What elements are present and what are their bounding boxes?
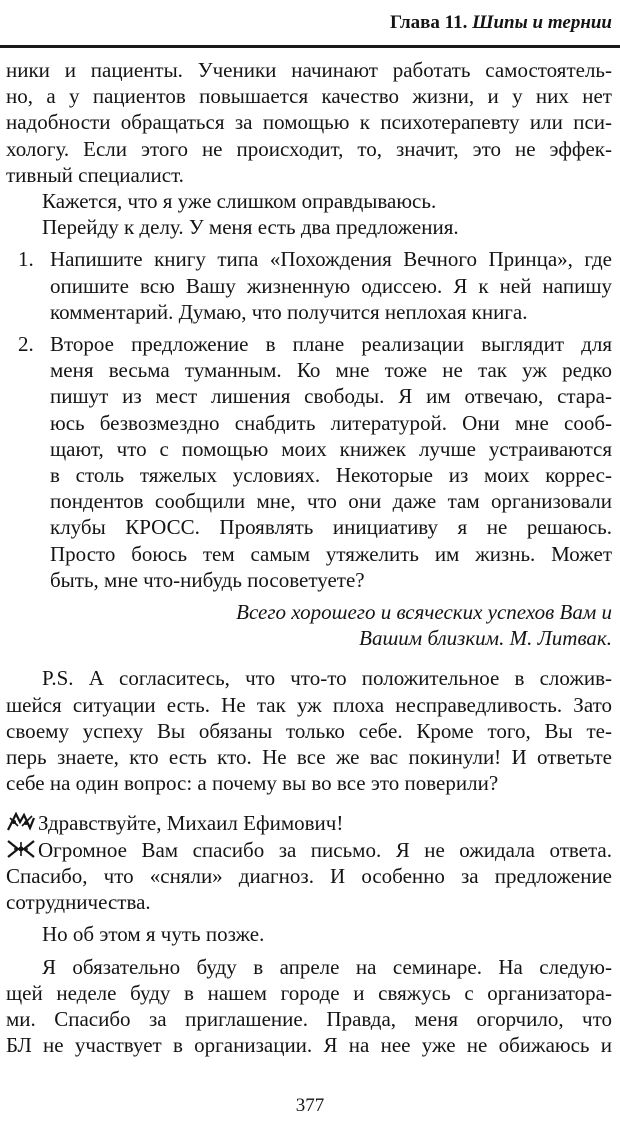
text-line: клубы КРОСС. Проявлять инициативу я не решаюсь. [50,515,612,540]
text-line: комментарий. Думаю, что получится неплохая книга. [50,299,528,324]
running-header [390,12,612,34]
text-line: пишут из мест лишения свободы. Я им отвечаю, стара- [50,384,612,409]
list-number: 2. [18,332,34,357]
text-line: шейся ситуации есть. Не так уж плоха несправедливость. Зато [6,692,612,717]
letter-greeting: Здравствуйте, Михаил Ефимович! [38,811,344,836]
text-line: юсь безвозмездно снабдить литературой. Они мне сооб- [50,410,612,435]
text-line: ми. Спасибо за приглашение. Правда, меня огорчило, что [6,1006,612,1031]
page-body [6,57,612,1058]
text-line: меня весьма туманным. Ко мне тоже не так уж редко [50,358,612,383]
letter-greeting-line [6,810,612,836]
paragraph: Перейду к делу. У меня есть два предложения. [42,215,459,240]
text-line: надобности обращаться за помощью к психотерапевту или пси- [6,110,612,135]
text-line: хологу. Если этого не происходит, то, значит, это не эффек- [6,136,612,161]
text-line: но, а у пациентов повышается качество жизни, и у них нет [6,84,612,109]
text-line: быть, мне что-нибудь посоветуете? [50,567,365,592]
text-line: себе на один вопрос: а почему вы во все это поверили? [6,771,499,796]
text-line: Второе предложение в плане реализации выглядит для [50,332,612,357]
text-line: в столь тяжелых условиях. Некоторые из моих коррес- [50,463,612,488]
text-line: тивный специалист. [6,162,184,187]
text-line: перь знаете, кто есть кто. Не все же вас покинули! И ответьте [6,745,612,770]
text-line: своему успеху Вы обязаны только себе. Кроме того, Вы те- [6,718,612,743]
text-line: сотрудничества. [6,890,151,915]
text-line: ники и пациенты. Ученики начинают работать самостоятель- [6,58,612,82]
list-item-1 [6,246,612,325]
text-line: БЛ не участвует в организации. Я на нее уже не обижаюсь и [6,1033,612,1058]
text-line: Просто боюсь тем самым утяжелить им жизнь. Может [50,541,612,566]
chapter-number: Глава 11. [390,12,468,33]
letter-ornament-icon [6,839,36,859]
postscript [6,665,612,796]
text-line: Я обязательно буду в апреле на семинаре. На следую- [42,954,612,979]
list-number: 1. [18,247,34,272]
letter-ornament-icon [6,812,36,832]
paragraph-continuation [6,57,612,188]
text-line: щей неделе буду в нашем городе и свяжусь с организатора- [6,980,612,1005]
signature-line: Вашим близким. М. Литвак. [359,626,612,651]
text-line: P.S. А согласитесь, что что-то положительное в сложив- [42,666,612,691]
paragraph: Но об этом я чуть позже. [42,922,265,947]
page-number: 377 [295,1095,325,1116]
text-line: опишите всю Вашу жизненную одиссею. Я к ней напишу [50,273,612,298]
text-line: Напишите книгу типа «Похождения Вечного Принца», где [50,247,612,272]
text-line: Огромное Вам спасибо за письмо. Я не ожидала ответа. [6,837,612,863]
paragraph: Кажется, что я уже слишком оправдываюсь. [42,189,437,214]
chapter-title: Шипы и тернии [472,12,612,33]
text-line: щают, что с помощью моих книжек лучше устраиваются [50,436,612,461]
signature-line: Всего хорошего и всяческих успехов Вам и [236,600,612,625]
letter [6,810,612,1058]
list-item-2 [6,331,612,593]
signature [6,599,612,651]
text-line: Спасибо, что «сняли» диагноз. И особенно за предложение [6,863,612,888]
header-rule [0,45,620,48]
text-line: пондентов сообщили мне, что они даже там организовали [50,489,612,514]
